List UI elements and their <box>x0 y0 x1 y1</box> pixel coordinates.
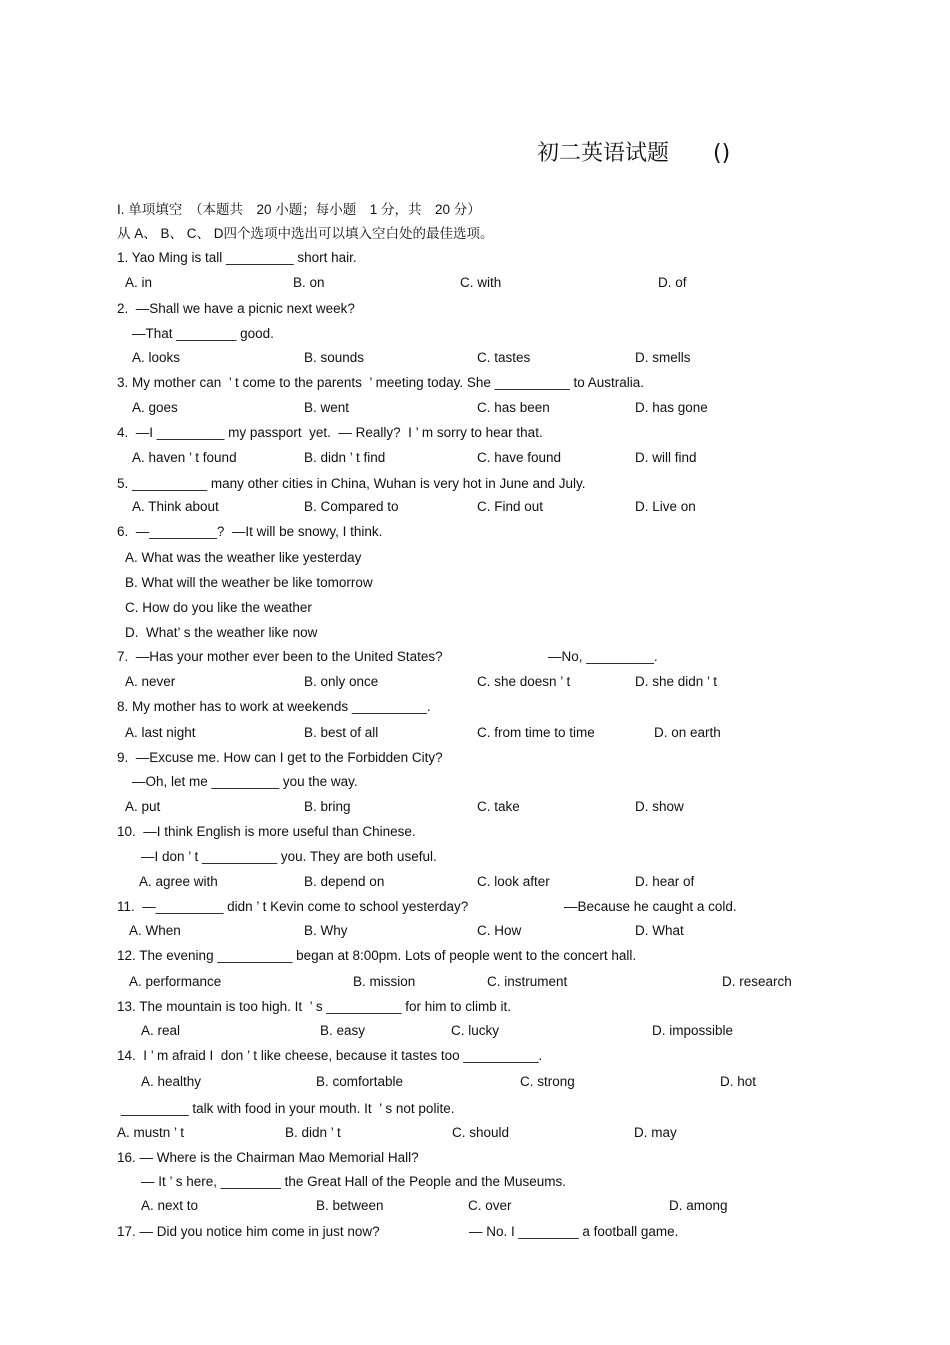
q1-option-b: B. on <box>293 275 325 290</box>
q13-option-a: A. real <box>141 1023 181 1038</box>
q5-option-b: B. Compared to <box>304 499 399 514</box>
question-6-stem: 6. —_________? —It will be snowy, I think. <box>117 524 383 539</box>
instruction: 从 A、 B、 C、 D四个选项中选出可以填入空白处的最佳选项。 <box>117 226 494 241</box>
q16-option-b: B. between <box>316 1198 384 1213</box>
q6-option-b: B. What will the weather be like tomorrow <box>125 575 373 590</box>
question-16-stem: 16. — Where is the Chairman Mao Memorial Hall? <box>117 1150 419 1165</box>
question-2-reply: —That ________ good. <box>132 326 274 341</box>
q16-option-c: C. over <box>468 1198 512 1213</box>
question-8-stem: 8. My mother has to work at weekends __________. <box>117 699 431 714</box>
q12-option-c: C. instrument <box>487 974 568 989</box>
q14-option-d: D. hot <box>720 1074 757 1089</box>
q8-option-c: C. from time to time <box>477 725 595 740</box>
q3-option-d: D. has gone <box>635 400 708 415</box>
q11-option-c: C. How <box>477 923 522 938</box>
question-9-reply: —Oh, let me _________ you the way. <box>132 774 358 789</box>
q10-option-d: D. hear of <box>635 874 695 889</box>
q15-option-a: A. mustn ’ t <box>117 1125 185 1140</box>
question-16-reply: — It ’ s here, ________ the Great Hall of the People and the Museums. <box>141 1174 566 1189</box>
question-12-stem: 12. The evening __________ began at 8:00pm. Lots of people went to the concert hall. <box>117 948 637 963</box>
question-9-stem: 9. —Excuse me. How can I get to the Forbidden City? <box>117 750 443 765</box>
q14-option-a: A. healthy <box>141 1074 202 1089</box>
q4-option-a: A. haven ’ t found <box>132 450 237 465</box>
q11-option-b: B. Why <box>304 923 348 938</box>
q5-option-d: D. Live on <box>635 499 696 514</box>
question-15-stem: _________ talk with food in your mouth. It ’ s not polite. <box>121 1101 455 1116</box>
question-1-stem: 1. Yao Ming is tall _________ short hair. <box>117 250 357 265</box>
question-11-stem: 11. —_________ didn ’ t Kevin come to school yesterday? <box>117 899 469 914</box>
q9-option-c: C. take <box>477 799 520 814</box>
q8-option-a: A. last night <box>125 725 196 740</box>
q10-option-b: B. depend on <box>304 874 385 889</box>
q1-option-c: C. with <box>460 275 502 290</box>
q7-option-a: A. never <box>125 674 176 689</box>
q2-option-c: C. tastes <box>477 350 531 365</box>
q15-option-c: C. should <box>452 1125 510 1140</box>
question-4-stem: 4. —I _________ my passport yet. — Really? I ’ m sorry to hear that. <box>117 425 543 440</box>
q16-option-a: A. next to <box>141 1198 199 1213</box>
question-13-stem: 13. The mountain is too high. It ’ s __________ for him to climb it. <box>117 999 511 1014</box>
q9-option-d: D. show <box>635 799 684 814</box>
q13-option-d: D. impossible <box>652 1023 734 1038</box>
q2-option-d: D. smells <box>635 350 691 365</box>
q2-option-b: B. sounds <box>304 350 365 365</box>
question-14-stem: 14. I ’ m afraid I don ’ t like cheese, because it tastes too __________. <box>117 1048 543 1063</box>
q1-option-d: D. of <box>658 275 687 290</box>
q12-option-d: D. research <box>722 974 792 989</box>
q3-option-c: C. has been <box>477 400 550 415</box>
q5-option-a: A. Think about <box>132 499 219 514</box>
q16-option-d: D. among <box>669 1198 728 1213</box>
question-5-stem: 5. __________ many other cities in China, Wuhan is very hot in June and July. <box>117 476 586 491</box>
question-17-reply: — No. I ________ a football game. <box>469 1224 679 1239</box>
q13-option-c: C. lucky <box>451 1023 500 1038</box>
q12-option-b: B. mission <box>353 974 416 989</box>
q6-option-a: A. What was the weather like yesterday <box>125 550 362 565</box>
q14-option-b: B. comfortable <box>316 1074 404 1089</box>
q12-option-a: A. performance <box>129 974 222 989</box>
q6-option-d: D. What’ s the weather like now <box>125 625 318 640</box>
q10-option-a: A. agree with <box>139 874 218 889</box>
question-7-stem: 7. —Has your mother ever been to the United States? <box>117 649 443 664</box>
q2-option-a: A. looks <box>132 350 181 365</box>
q1-option-a: A. in <box>125 275 153 290</box>
q8-option-d: D. on earth <box>654 725 721 740</box>
q4-option-c: C. have found <box>477 450 562 465</box>
q13-option-b: B. easy <box>320 1023 366 1038</box>
q4-option-d: D. will find <box>635 450 697 465</box>
q15-option-d: D. may <box>634 1125 677 1140</box>
q7-option-d: D. she didn ’ t <box>635 674 718 689</box>
q9-option-b: B. bring <box>304 799 351 814</box>
q10-option-c: C. look after <box>477 874 550 889</box>
q3-option-a: A. goes <box>132 400 178 415</box>
question-3-stem: 3. My mother can ’ t come to the parents ’ meeting today. She __________ to Australia. <box>117 375 645 390</box>
q6-option-c: C. How do you like the weather <box>125 600 312 615</box>
question-2-stem: 2. —Shall we have a picnic next week? <box>117 301 355 316</box>
q7-option-b: B. only once <box>304 674 379 689</box>
question-10-reply: —I don ’ t __________ you. They are both useful. <box>141 849 437 864</box>
q8-option-b: B. best of all <box>304 725 379 740</box>
question-11-reply: —Because he caught a cold. <box>564 899 737 914</box>
section-heading: I. 单项填空 （本题共 20 小题；每小题 1 分，共 20 分） <box>117 202 481 217</box>
q9-option-a: A. put <box>125 799 161 814</box>
q11-option-a: A. When <box>129 923 181 938</box>
q7-option-c: C. she doesn ’ t <box>477 674 571 689</box>
question-7-reply: —No, _________. <box>548 649 658 664</box>
q4-option-b: B. didn ’ t find <box>304 450 386 465</box>
q14-option-c: C. strong <box>520 1074 575 1089</box>
q5-option-c: C. Find out <box>477 499 544 514</box>
page-title: 初二英语试题 () <box>537 141 731 166</box>
q3-option-b: B. went <box>304 400 350 415</box>
question-17-stem: 17. — Did you notice him come in just now? <box>117 1224 380 1239</box>
question-10-stem: 10. —I think English is more useful than Chinese. <box>117 824 416 839</box>
q11-option-d: D. What <box>635 923 684 938</box>
q15-option-b: B. didn ’ t <box>285 1125 341 1140</box>
